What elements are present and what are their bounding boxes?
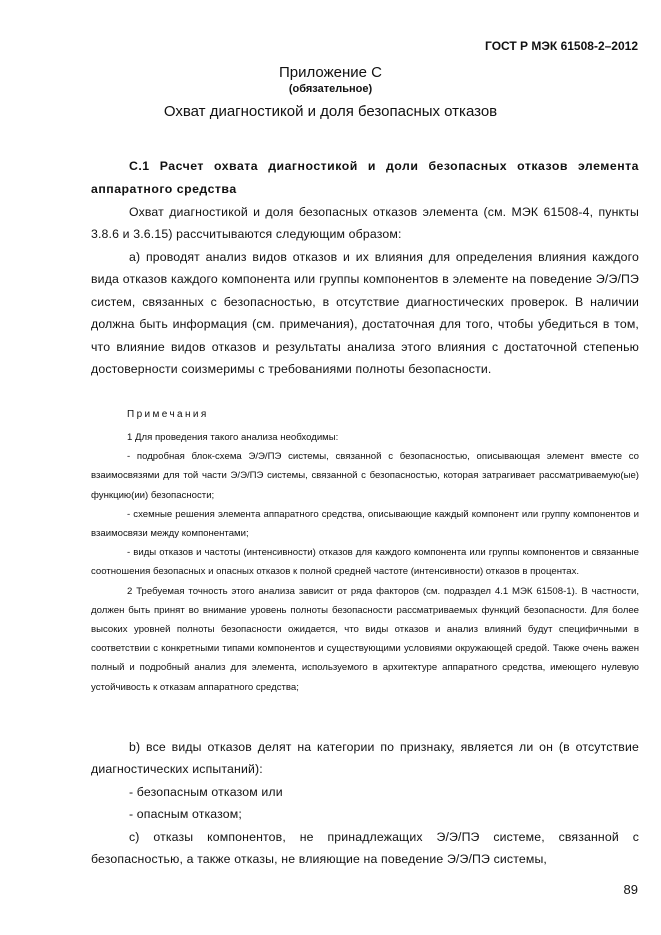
- paragraph-b-text: b) все виды отказов делят на категории по признаку, является ли он (в отсутствие диагностических испытаний):: [91, 740, 639, 777]
- note-1b: - схемные решения элемента аппаратного средства, описывающие каждый компонент или группу компонентов и взаимосвязи между компонентами;: [91, 508, 639, 540]
- page-number: 89: [623, 882, 638, 897]
- paragraph-intro: [91, 201, 639, 246]
- note-1c: - виды отказов и частоты (интенсивности) отказов для каждого компонента или группы компонентов и связанные соотношения безопасных и опасных отказов к полной средней частоте (интенсивности) отказов в процентах.: [91, 547, 639, 578]
- paragraph-a: [91, 246, 639, 380]
- paragraph-a-text: а) проводят анализ видов отказов и их влияния для определения влияния каждого вида отказов каждого компонента или группы компонентов в элементе на поведение Э/Э/ПЭ систем, связанных с безопасностью, в отсутствие диагностических проверок. В наличии должна быть информация (см. примечания), достаточная для того, чтобы убедиться в том, что влияние видов отказов и результаты анализа этого влияния с достаточной степенью достоверности соизмеримы с требованиями полноты безопасности.: [91, 250, 639, 377]
- paragraph-b1-text: - безопасным отказом или: [129, 784, 283, 799]
- paragraph-c-text: с) отказы компонентов, не принадлежащих Э/Э/ПЭ системе, связанной с безопасностью, а также отказы, не влияющие на поведение Э/Э/ПЭ системы,: [91, 829, 639, 867]
- paragraph-b-block: [91, 736, 639, 870]
- paragraph-b2-text: - опасным отказом;: [129, 807, 242, 822]
- paragraph-intro-text: Охват диагностикой и доля безопасных отказов элемента (см. МЭК 61508-4, пункты 3.8.6 и 3.6.15) рассчитываются следующим образом:: [91, 205, 639, 242]
- section-title: [91, 155, 639, 201]
- standard-header: ГОСТ Р МЭК 61508-2–2012: [485, 39, 638, 53]
- notes-block: [91, 428, 639, 697]
- appendix-subtitle: (обязательное): [288, 83, 373, 95]
- notes-heading: Примечания: [127, 409, 209, 420]
- appendix-title: Приложение С: [279, 64, 382, 81]
- section-title-text: С.1 Расчет охвата диагностикой и доли безопасных отказов элемента аппаратного средства: [91, 159, 639, 196]
- note-1a: - подробная блок-схема Э/Э/ПЭ системы, связанной с безопасностью, описывающая элемент вместе со взаимосвязями для той части Э/Э/ПЭ системы, связанной с безопасностью, которая затрагивает рассматриваемую(ые) функцию(ии) безопасности;: [91, 451, 639, 501]
- appendix-heading: Охват диагностикой и доля безопасных отказов: [163, 103, 498, 120]
- note-2: 2 Требуемая точность этого анализа зависит от ряда факторов (см. подраздел 4.1 МЭК 61508-1). В частности, должен быть принят во внимание уровень полноты безопасности рассматриваемых функций безопасности. Для более высоких уровней полноты безопасности ожидается, что виды отказов и анализ влияний будут специфичными в соответствии с конкретными типами компонентов и существующими условиями окружающей средой. Также очень важен полный и подробный анализ для элемента, используемого в архитектуре аппаратного средства, имеющего нулевую устойчивость к отказам аппаратного средства;: [91, 585, 639, 693]
- note-1: 1 Для проведения такого анализа необходимы:: [127, 432, 339, 443]
